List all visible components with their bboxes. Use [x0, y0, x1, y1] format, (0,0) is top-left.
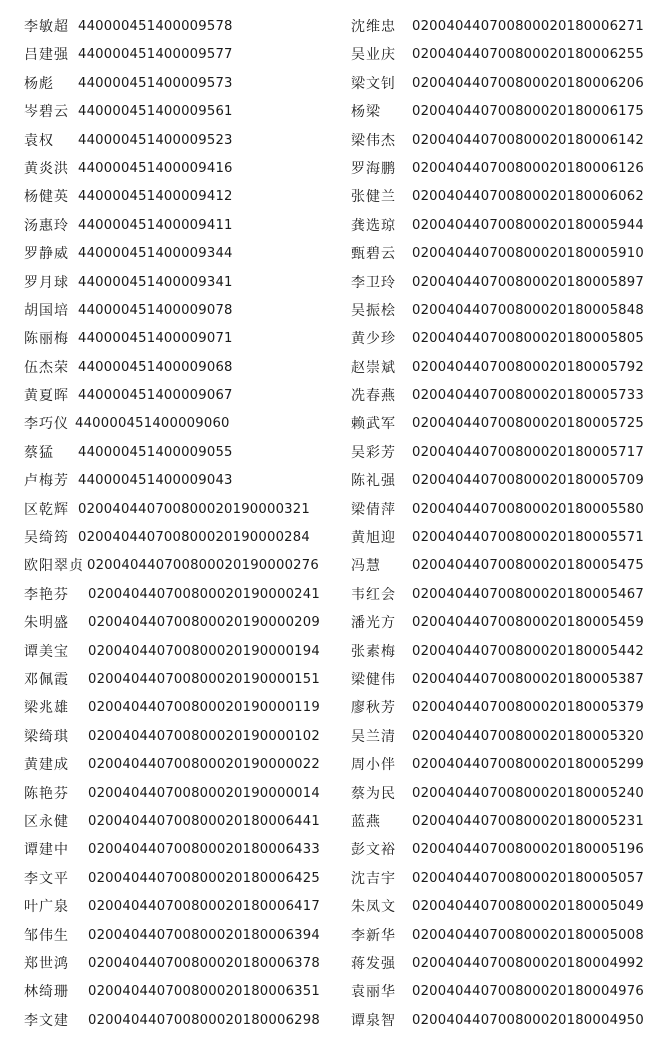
list-item	[351, 893, 644, 921]
person-name: 冯慧	[351, 558, 381, 575]
record-number: 020040440700800020180005049	[412, 899, 644, 915]
list-item	[351, 808, 644, 836]
record-number: 020040440700800020180005897	[412, 274, 644, 290]
person-name: 梁倩萍	[351, 501, 396, 518]
record-number: 020040440700800020180005717	[412, 444, 644, 460]
record-number: 020040440700800020180006142	[412, 132, 644, 148]
list-item	[24, 694, 334, 722]
list-item	[24, 666, 334, 694]
list-item	[24, 524, 334, 552]
record-number: 440000451400009416	[78, 160, 233, 176]
person-name: 卢梅芳	[24, 473, 69, 490]
record-number: 020040440700800020190000014	[88, 785, 320, 801]
list-item	[351, 212, 644, 240]
person-name: 龚选琼	[351, 217, 396, 234]
record-number: 020040440700800020190000321	[78, 501, 310, 517]
list-item	[24, 723, 334, 751]
person-name: 李新华	[351, 927, 396, 944]
list-item	[24, 808, 334, 836]
person-name: 胡国培	[24, 302, 69, 319]
record-number: 020040440700800020180005387	[412, 671, 644, 687]
person-name: 张素梅	[351, 643, 396, 660]
record-number: 020040440700800020180005475	[412, 558, 644, 574]
person-name: 沈维忠	[351, 19, 396, 35]
record-number: 020040440700800020180004976	[412, 984, 644, 1000]
list-item	[24, 13, 334, 41]
list-item	[24, 950, 334, 978]
list-item	[351, 780, 644, 808]
person-name: 李文平	[24, 870, 69, 887]
record-number: 020040440700800020180005299	[412, 757, 644, 773]
record-number: 020040440700800020180005240	[412, 785, 644, 801]
person-name: 杨健英	[24, 189, 69, 206]
record-number: 020040440700800020180006394	[88, 927, 320, 943]
record-number: 020040440700800020180006126	[412, 160, 644, 176]
right-column	[351, 13, 644, 1035]
record-number: 020040440700800020180005709	[412, 473, 644, 489]
record-number: 440000451400009577	[78, 47, 233, 63]
person-name: 赵崇斌	[351, 359, 396, 376]
person-name: 邓佩霞	[24, 671, 69, 688]
person-name: 潘光方	[351, 615, 396, 632]
record-number: 020040440700800020180005792	[412, 359, 644, 375]
person-name: 黄建成	[24, 757, 69, 774]
list-item	[24, 865, 334, 893]
list-item	[24, 240, 334, 268]
list-item	[351, 41, 644, 69]
record-number: 020040440700800020190000276	[87, 558, 319, 574]
list-item	[351, 865, 644, 893]
list-item	[351, 638, 644, 666]
list-item	[351, 524, 644, 552]
person-name: 梁文钊	[351, 75, 396, 92]
record-number: 020040440700800020180005725	[412, 416, 644, 432]
person-name: 郑世鸿	[24, 955, 69, 972]
person-name: 黄少珍	[351, 331, 396, 348]
list-item	[351, 609, 644, 637]
record-number: 440000451400009068	[78, 359, 233, 375]
record-number: 020040440700800020180005320	[412, 728, 644, 744]
list-item	[351, 70, 644, 98]
person-name: 谭建中	[24, 842, 69, 859]
list-item	[351, 13, 644, 41]
person-name: 朱凤文	[351, 899, 396, 916]
person-name: 谭美宝	[24, 643, 69, 660]
record-number: 020040440700800020180005571	[412, 530, 644, 546]
record-number: 020040440700800020180005008	[412, 927, 644, 943]
list-item	[24, 41, 334, 69]
record-number: 020040440700800020180006433	[88, 842, 320, 858]
record-number: 020040440700800020180005196	[412, 842, 644, 858]
person-name: 赖武军	[351, 416, 396, 433]
person-name: 杨梁	[351, 104, 381, 121]
record-number: 020040440700800020180006206	[412, 75, 644, 91]
person-name: 陈艳芬	[24, 785, 69, 802]
person-name: 吴业庆	[351, 47, 396, 64]
person-name: 伍杰荣	[24, 359, 69, 376]
person-name: 袁丽华	[351, 984, 396, 1001]
record-number: 440000451400009573	[78, 75, 233, 91]
record-number: 440000451400009412	[78, 189, 233, 205]
record-number: 020040440700800020190000209	[88, 615, 320, 631]
record-number: 020040440700800020180006378	[88, 955, 320, 971]
record-number: 020040440700800020180005442	[412, 643, 644, 659]
person-name: 蓝燕	[351, 813, 381, 830]
list-item	[351, 922, 644, 950]
list-item	[24, 297, 334, 325]
record-number: 020040440700800020180005910	[412, 246, 644, 262]
list-item	[24, 70, 334, 98]
record-number: 440000451400009523	[78, 132, 233, 148]
list-item	[351, 155, 644, 183]
record-number: 020040440700800020180005231	[412, 813, 644, 829]
list-item	[351, 581, 644, 609]
record-number: 440000451400009411	[78, 217, 233, 233]
list-item	[351, 496, 644, 524]
person-name: 林绮珊	[24, 984, 69, 1001]
list-item	[24, 836, 334, 864]
list-item	[351, 354, 644, 382]
person-name: 吕建强	[24, 47, 69, 64]
record-number: 020040440700800020190000102	[88, 728, 320, 744]
person-name: 梁兆雄	[24, 700, 69, 717]
person-name: 蒋发强	[351, 955, 396, 972]
list-item	[351, 467, 644, 495]
list-item	[24, 382, 334, 410]
record-number: 020040440700800020180005379	[412, 700, 644, 716]
record-number: 020040440700800020180005848	[412, 302, 644, 318]
person-name: 杨彪	[24, 75, 54, 92]
person-name: 吴绮筠	[24, 530, 69, 547]
person-name: 黄旭迎	[351, 530, 396, 547]
person-name: 李艳芬	[24, 586, 69, 603]
list-item	[351, 240, 644, 268]
list-item	[351, 978, 644, 1006]
list-item	[351, 183, 644, 211]
list-item	[24, 183, 334, 211]
record-number: 020040440700800020180006441	[88, 813, 320, 829]
list-item	[351, 410, 644, 438]
person-name: 谭泉智	[351, 1012, 396, 1029]
person-name: 罗月球	[24, 274, 69, 291]
list-item	[24, 893, 334, 921]
record-number: 020040440700800020180005733	[412, 388, 644, 404]
record-number: 020040440700800020190000194	[88, 643, 320, 659]
person-name: 区乾辉	[24, 501, 69, 518]
list-item	[24, 212, 334, 240]
record-number: 020040440700800020190000284	[78, 530, 310, 546]
record-number: 440000451400009341	[78, 274, 233, 290]
person-name: 吴兰清	[351, 728, 396, 745]
list-item	[351, 297, 644, 325]
person-name: 黄炎洪	[24, 160, 69, 177]
list-item	[24, 922, 334, 950]
record-number: 020040440700800020180006175	[412, 104, 644, 120]
list-item	[24, 269, 334, 297]
person-name: 李文建	[24, 1012, 69, 1029]
record-number: 440000451400009060	[75, 416, 230, 432]
list-item	[24, 439, 334, 467]
list-item	[24, 638, 334, 666]
list-item	[351, 127, 644, 155]
list-item	[351, 552, 644, 580]
person-name: 朱明盛	[24, 615, 69, 632]
person-name: 吴振桧	[351, 302, 396, 319]
record-number: 440000451400009578	[78, 19, 233, 34]
list-item	[351, 950, 644, 978]
person-name: 冼春燕	[351, 388, 396, 405]
list-item	[351, 382, 644, 410]
record-number: 020040440700800020180006298	[88, 1012, 320, 1028]
person-name: 蔡为民	[351, 785, 396, 802]
record-number: 020040440700800020180005459	[412, 615, 644, 631]
record-number: 020040440700800020180006062	[412, 189, 644, 205]
record-number: 440000451400009344	[78, 246, 233, 262]
person-name: 蔡猛	[24, 444, 54, 461]
record-number: 020040440700800020190000151	[88, 671, 320, 687]
list-item	[351, 269, 644, 297]
record-number: 020040440700800020190000022	[88, 757, 320, 773]
record-number: 020040440700800020180004992	[412, 955, 644, 971]
list-item	[24, 751, 334, 779]
list-item	[24, 354, 334, 382]
person-name: 区永健	[24, 813, 69, 830]
record-number: 020040440700800020180006417	[88, 899, 320, 915]
person-name: 欧阳翠贞	[24, 558, 84, 575]
record-number: 020040440700800020180006271	[412, 19, 644, 34]
person-name: 吴彩芳	[351, 444, 396, 461]
list-item	[24, 496, 334, 524]
list-item	[24, 127, 334, 155]
record-number: 020040440700800020190000241	[88, 586, 320, 602]
person-name: 罗海鹏	[351, 160, 396, 177]
list-item	[24, 978, 334, 1006]
record-number: 440000451400009071	[78, 331, 233, 347]
list-item	[24, 581, 334, 609]
person-name: 汤惠玲	[24, 217, 69, 234]
person-name: 李敏超	[24, 19, 69, 35]
record-number: 020040440700800020180006351	[88, 984, 320, 1000]
record-number: 020040440700800020180004950	[412, 1012, 644, 1028]
record-number: 440000451400009078	[78, 302, 233, 318]
person-name: 袁权	[24, 132, 54, 149]
list-item	[351, 1007, 644, 1035]
list-item	[24, 410, 334, 438]
person-name: 廖秋芳	[351, 700, 396, 717]
person-name: 陈丽梅	[24, 331, 69, 348]
person-name: 罗静威	[24, 246, 69, 263]
person-name: 张健兰	[351, 189, 396, 206]
person-name: 黄夏晖	[24, 388, 69, 405]
left-column	[24, 13, 334, 1035]
person-name: 周小伴	[351, 757, 396, 774]
person-name: 沈吉宇	[351, 870, 396, 887]
person-name: 梁健伟	[351, 671, 396, 688]
person-name: 李卫玲	[351, 274, 396, 291]
person-name: 叶广泉	[24, 899, 69, 916]
record-number: 440000451400009055	[78, 444, 233, 460]
person-name: 陈礼强	[351, 473, 396, 490]
record-number: 020040440700800020180005057	[412, 870, 644, 886]
list-item	[24, 780, 334, 808]
record-number: 020040440700800020180005805	[412, 331, 644, 347]
list-item	[351, 836, 644, 864]
record-number: 020040440700800020180005580	[412, 501, 644, 517]
list-item	[351, 666, 644, 694]
list-item	[24, 325, 334, 353]
list-item	[351, 751, 644, 779]
person-name: 邹伟生	[24, 927, 69, 944]
list-item	[24, 155, 334, 183]
person-name: 梁绮琪	[24, 728, 69, 745]
record-number: 440000451400009067	[78, 388, 233, 404]
record-number: 440000451400009561	[78, 104, 233, 120]
record-number: 020040440700800020180006425	[88, 870, 320, 886]
list-item	[24, 1007, 334, 1035]
list-item	[24, 552, 334, 580]
record-number: 440000451400009043	[78, 473, 233, 489]
list-item	[24, 98, 334, 126]
record-number: 020040440700800020180005944	[412, 217, 644, 233]
person-name: 甄碧云	[351, 246, 396, 263]
person-name: 梁伟杰	[351, 132, 396, 149]
person-name: 李巧仪	[24, 416, 69, 433]
record-number: 020040440700800020180006255	[412, 47, 644, 63]
list-item	[351, 439, 644, 467]
list-item	[351, 98, 644, 126]
person-name: 彭文裕	[351, 842, 396, 859]
person-name: 岑碧云	[24, 104, 69, 121]
person-name: 韦红会	[351, 586, 396, 603]
record-number: 020040440700800020190000119	[88, 700, 320, 716]
list-item	[351, 694, 644, 722]
list-item	[24, 609, 334, 637]
list-item	[351, 325, 644, 353]
list-item	[351, 723, 644, 751]
record-number: 020040440700800020180005467	[412, 586, 644, 602]
list-item	[24, 467, 334, 495]
